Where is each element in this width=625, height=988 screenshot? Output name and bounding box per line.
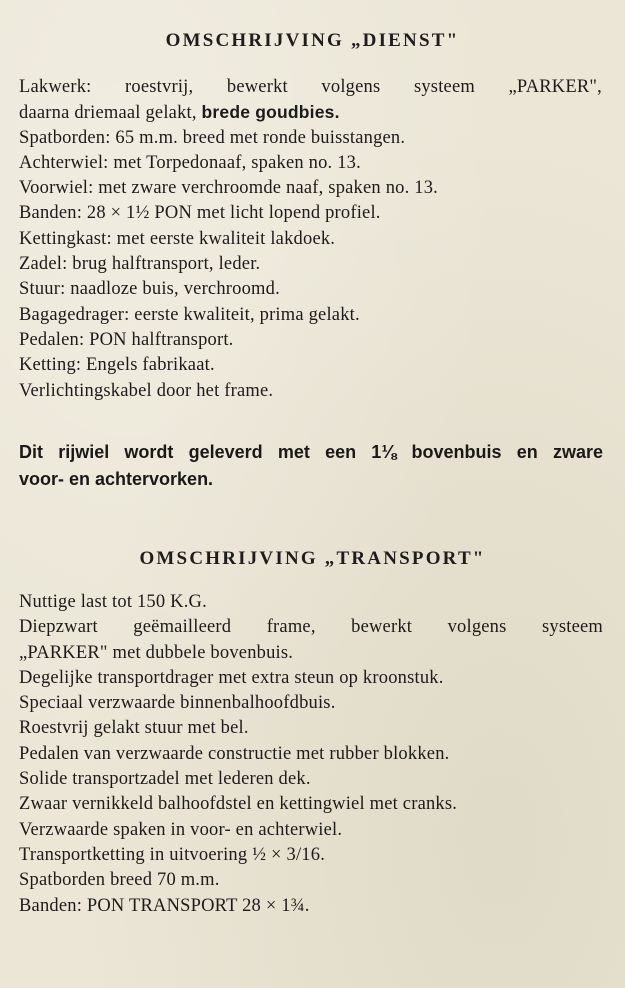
- transport-spec-line: Solide transportzadel met lederen dek.: [19, 769, 311, 790]
- transport-spec-line: Speciaal verzwaarde binnenbalhoofdbuis.: [19, 693, 336, 714]
- transport-spec-line: „PARKER" met dubbele bovenbuis.: [19, 642, 294, 663]
- transport-spec-line: Spatborden breed 70 m.m.: [19, 870, 220, 891]
- dienst-spec-line: Bagagedrager: eerste kwaliteit, prima gelakt.: [19, 304, 360, 325]
- transport-heading: OMSCHRIJVING „TRANSPORT": [139, 548, 486, 569]
- transport-spec-line: Zwaar vernikkeld balhoofdstel en kettingwiel met cranks.: [19, 794, 458, 815]
- dienst-note-line: Dit rijwiel wordt geleverd met een 1⅛ bovenbuis en zware: [19, 442, 603, 462]
- dienst-spec-line: Lakwerk: roestvrij, bewerkt volgens systeem „PARKER",: [19, 77, 602, 97]
- transport-spec-line: Pedalen van verzwaarde constructie met rubber blokken.: [19, 743, 450, 764]
- dienst-spec-line: Spatborden: 65 m.m. breed met ronde buisstangen.: [19, 127, 406, 148]
- dienst-spec-line: Banden: 28 × 1½ PON met licht lopend profiel.: [19, 203, 381, 224]
- transport-spec-line: Transportketting in uitvoering ½ × 3/16.: [19, 844, 326, 865]
- dienst-spec-line: Pedalen: PON halftransport.: [19, 329, 234, 350]
- dienst-spec-line: Voorwiel: met zware verchroomde naaf, spaken no. 13.: [19, 178, 438, 199]
- transport-spec-line: Verzwaarde spaken in voor- en achterwiel.: [19, 819, 343, 840]
- transport-spec-line: Banden: PON TRANSPORT 28 × 1¾.: [19, 895, 310, 916]
- transport-spec-line: Diepzwart geëmailleerd frame, bewerkt volgens systeem: [19, 617, 603, 638]
- dienst-spec-list: [19, 75, 609, 404]
- dienst-spec-text: daarna driemaal gelakt,: [19, 103, 202, 124]
- dienst-spec-bold: brede goudbies.: [201, 102, 340, 123]
- dienst-spec-line: Kettingkast: met eerste kwaliteit lakdoek.: [19, 228, 336, 249]
- dienst-spec-line: Verlichtingskabel door het frame.: [19, 380, 274, 401]
- dienst-spec-line: Ketting: Engels fabrikaat.: [19, 355, 215, 376]
- transport-spec-list: [19, 590, 609, 919]
- dienst-spec-line: Achterwiel: met Torpedonaaf, spaken no. 13.: [19, 152, 361, 173]
- dienst-spec-line: Zadel: brug halftransport, leder.: [19, 254, 261, 275]
- transport-spec-line: Roestvrij gelakt stuur met bel.: [19, 718, 249, 739]
- dienst-note: [19, 439, 603, 493]
- transport-spec-line: Degelijke transportdrager met extra steun op kroonstuk.: [19, 667, 444, 688]
- dienst-heading: OMSCHRIJVING „DIENST": [165, 30, 460, 51]
- transport-spec-line: Nuttige last tot 150 K.G.: [19, 592, 207, 612]
- dienst-note-line: voor- en achtervorken.: [19, 469, 214, 489]
- dienst-spec-line: [19, 100, 609, 125]
- dienst-spec-line: Stuur: naadloze buis, verchroomd.: [19, 279, 280, 300]
